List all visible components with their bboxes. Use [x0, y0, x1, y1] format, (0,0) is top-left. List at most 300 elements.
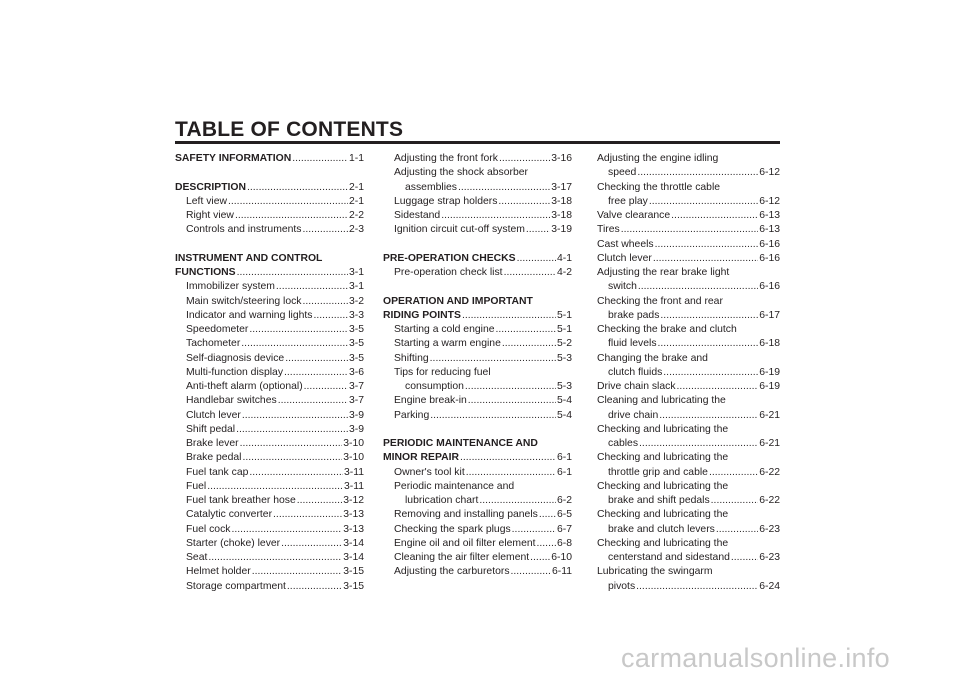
toc-entry-title: centerstand and sidestand	[608, 552, 730, 563]
toc-entry-text: Lubricating the swingarm	[597, 566, 713, 578]
toc-entry-text: Checking and lubricating the	[597, 423, 729, 435]
toc-entry[interactable]	[383, 337, 572, 351]
toc-entry[interactable]	[175, 323, 364, 337]
toc-entry[interactable]	[175, 380, 364, 394]
toc-entry[interactable]	[175, 451, 364, 465]
toc-page-number: 6-7	[556, 523, 572, 535]
toc-entry[interactable]	[383, 380, 572, 394]
toc-page-number: 2-2	[348, 210, 364, 221]
dot-leader	[653, 252, 758, 266]
page-title: TABLE OF CONTENTS	[175, 118, 404, 141]
toc-page-number: 5-4	[556, 395, 572, 407]
dot-leader	[671, 209, 758, 223]
toc-page-number: 5-1	[556, 309, 572, 321]
toc-entry-title: lubrication chart	[405, 495, 479, 506]
toc-entry-text: Periodic maintenance and	[394, 480, 515, 492]
toc-entry-title: Storage compartment	[186, 580, 286, 592]
dot-leader	[273, 508, 342, 522]
dot-leader	[430, 409, 556, 423]
toc-page-number: 6-1	[556, 452, 572, 464]
toc-page-number: 3-11	[343, 466, 364, 478]
toc-page-number: 6-21	[759, 409, 780, 421]
dot-leader	[458, 181, 550, 195]
dot-leader	[677, 380, 759, 394]
toc-entry-title: Luggage strap holders	[394, 195, 498, 207]
toc-page-number: 3-15	[343, 566, 364, 578]
toc-entry[interactable]	[597, 380, 780, 394]
toc-page-number: 6-2	[556, 495, 572, 506]
toc-entry-title: Clutch lever	[186, 409, 241, 421]
toc-entry[interactable]	[175, 423, 364, 437]
dot-leader	[285, 352, 348, 366]
toc-entry-title: Controls and instruments	[186, 224, 302, 236]
toc-section-entry[interactable]	[383, 309, 572, 323]
toc-entry[interactable]	[597, 209, 780, 223]
toc-page-number: 3-5	[348, 352, 364, 364]
dot-leader	[711, 494, 759, 508]
dot-leader	[314, 309, 348, 323]
dot-leader	[511, 565, 551, 579]
dot-leader	[249, 466, 343, 480]
toc-entry[interactable]	[597, 437, 780, 451]
toc-page-number: 3-14	[343, 537, 364, 549]
dot-leader	[655, 238, 759, 252]
toc-page-number: 3-10	[343, 452, 364, 464]
toc-page-number: 6-5	[556, 509, 572, 521]
toc-entry-title: Parking	[394, 409, 430, 421]
toc-entry-title: Fuel tank cap	[186, 466, 249, 478]
toc-spacer	[175, 238, 364, 252]
toc-page-number: 6-16	[759, 238, 780, 250]
toc-page-number: 3-5	[348, 324, 364, 335]
toc-section-heading: OPERATION AND IMPORTANT	[383, 295, 533, 307]
dot-leader	[247, 181, 348, 195]
dot-leader	[303, 295, 348, 309]
toc-entry-title: Adjusting the front fork	[394, 153, 498, 164]
toc-page-number: 6-24	[759, 580, 780, 592]
dot-leader	[663, 366, 758, 380]
toc-entry[interactable]	[175, 366, 364, 380]
dot-leader	[207, 480, 343, 494]
toc-entry-title: Starting a cold engine	[394, 324, 495, 335]
toc-entry[interactable]	[175, 209, 364, 223]
toc-entry-title: Adjusting the carburetors	[394, 566, 510, 578]
toc-page-number: 3-6	[348, 366, 364, 378]
dot-leader	[496, 323, 556, 337]
toc-entry[interactable]	[175, 352, 364, 366]
toc-entry[interactable]	[383, 152, 572, 166]
toc-page-number: 3-5	[348, 338, 364, 350]
toc-page-number: 6-10	[551, 552, 572, 563]
toc-entry-title: speed	[608, 167, 637, 179]
toc-entry-title: fluid levels	[608, 338, 657, 350]
toc-entry-text: Checking and lubricating the	[597, 452, 729, 464]
toc-entry-title: throttle grip and cable	[608, 466, 708, 478]
toc-entry[interactable]	[175, 280, 364, 294]
toc-entry[interactable]	[175, 508, 364, 522]
toc-page-number: 6-23	[759, 552, 780, 563]
dot-leader	[468, 394, 556, 408]
toc-entry[interactable]	[597, 238, 780, 252]
toc-entry-title: Multi-function display	[186, 366, 284, 378]
toc-page-number: 6-8	[556, 537, 572, 549]
toc-entry-title: Brake lever	[186, 438, 239, 449]
dot-leader	[517, 252, 556, 266]
toc-entry[interactable]	[383, 266, 572, 280]
toc-section-entry[interactable]	[175, 181, 364, 195]
toc-entry[interactable]	[383, 537, 572, 551]
toc-entry-text: Checking the front and rear	[597, 295, 723, 307]
toc-page-number: 3-13	[343, 509, 364, 521]
dot-leader	[241, 337, 348, 351]
watermark-text: carmanualsonline.info	[621, 643, 890, 673]
toc-page-number: 3-1	[348, 267, 364, 278]
dot-leader	[621, 223, 758, 237]
toc-entry-title: brake and shift pedals	[608, 495, 710, 506]
toc-page-number: 3-7	[348, 381, 364, 392]
dot-leader	[537, 537, 556, 551]
toc-page-number: 3-13	[343, 523, 364, 535]
toc-page-number: 6-19	[759, 366, 780, 378]
toc-entry[interactable]	[383, 352, 572, 366]
toc-entry[interactable]	[383, 409, 572, 423]
toc-entry-title: clutch fluids	[608, 366, 663, 378]
toc-entry-title: Main switch/steering lock	[186, 295, 302, 307]
toc-entry-title: Brake pedal	[186, 452, 242, 464]
toc-page-number: 3-9	[348, 423, 364, 435]
toc-entry-title: Self-diagnosis device	[186, 352, 285, 364]
dot-leader	[539, 508, 556, 522]
toc-entry[interactable]	[597, 494, 780, 508]
toc-entry[interactable]	[175, 565, 364, 579]
toc-entry-title: Anti-theft alarm (optional)	[186, 381, 303, 392]
toc-page-number: 6-12	[759, 167, 780, 179]
toc-entry[interactable]	[597, 409, 780, 423]
toc-spacer	[175, 166, 364, 180]
toc-entry-title: PRE-OPERATION CHECKS	[383, 252, 516, 264]
toc-entry[interactable]	[597, 466, 780, 480]
toc-section-entry[interactable]	[175, 266, 364, 280]
toc-entry-title: Fuel tank breather hose	[186, 495, 296, 506]
toc-entry[interactable]	[597, 551, 780, 565]
toc-entry[interactable]	[175, 195, 364, 209]
toc-entry[interactable]	[383, 466, 572, 480]
toc-entry-title: Starting a warm engine	[394, 338, 501, 350]
dot-leader	[242, 451, 342, 465]
toc-page-number: 3-12	[343, 495, 364, 506]
dot-leader	[502, 337, 556, 351]
toc-page-number: 2-1	[348, 181, 364, 193]
toc-column-3	[597, 152, 780, 594]
toc-entry-title: Right view	[186, 210, 234, 221]
toc-entry-title: drive chain	[608, 409, 659, 421]
toc-entry[interactable]	[175, 523, 364, 537]
dot-leader	[731, 551, 758, 565]
toc-entry[interactable]	[383, 523, 572, 537]
toc-entry-title: DESCRIPTION	[175, 181, 247, 193]
toc-entry-title: consumption	[405, 381, 464, 392]
toc-entry-title: Engine break-in	[394, 395, 467, 407]
dot-leader	[530, 551, 550, 565]
toc-section-heading: PERIODIC MAINTENANCE AND	[383, 438, 538, 449]
toc-entry-title: switch	[608, 281, 637, 293]
toc-entry[interactable]	[597, 366, 780, 380]
toc-entry[interactable]	[175, 480, 364, 494]
toc-entry[interactable]	[175, 295, 364, 309]
toc-entry-title: pivots	[608, 580, 636, 592]
toc-entry[interactable]	[597, 223, 780, 237]
dot-leader	[208, 551, 342, 565]
toc-entry-title: Fuel	[186, 480, 207, 492]
toc-page-number: 6-12	[759, 195, 780, 207]
dot-leader	[479, 494, 556, 508]
toc-page-number: 6-17	[759, 309, 780, 321]
toc-page-number: 5-4	[556, 409, 572, 421]
toc-entry-title: Engine oil and oil filter element	[394, 537, 536, 549]
dot-leader	[252, 565, 343, 579]
toc-page-number: 6-16	[759, 252, 780, 264]
dot-leader	[639, 437, 758, 451]
dot-leader	[235, 209, 348, 223]
toc-section-entry[interactable]	[175, 152, 364, 166]
toc-entry[interactable]	[597, 580, 780, 594]
dot-leader	[228, 195, 348, 209]
toc-entry-text: Adjusting the shock absorber	[394, 167, 529, 179]
toc-page-number: 3-10	[343, 438, 364, 449]
toc-page-number: 6-1	[556, 466, 572, 478]
toc-entry[interactable]	[175, 466, 364, 480]
toc-page-number: 6-22	[759, 466, 780, 478]
toc-entry-title: Cleaning the air filter element	[394, 552, 530, 563]
dot-leader	[276, 280, 348, 294]
toc-entry[interactable]	[383, 551, 572, 565]
toc-spacer	[383, 423, 572, 437]
dot-leader	[499, 152, 550, 166]
toc-entry[interactable]	[383, 494, 572, 508]
dot-leader	[281, 537, 342, 551]
dot-leader	[659, 409, 758, 423]
toc-page-number: 5-2	[556, 338, 572, 350]
toc-page-number: 5-1	[556, 324, 572, 335]
dot-leader	[709, 466, 758, 480]
toc-entry[interactable]	[383, 181, 572, 195]
toc-entry-title: MINOR REPAIR	[383, 452, 460, 464]
toc-entry[interactable]	[383, 223, 572, 237]
toc-entry-title: Owner's tool kit	[394, 466, 465, 478]
dot-leader	[462, 309, 556, 323]
toc-page-number: 3-14	[343, 552, 364, 563]
dot-leader	[236, 423, 348, 437]
toc-entry-title: SAFETY INFORMATION	[175, 153, 292, 164]
toc-page-number: 4-2	[556, 267, 572, 278]
toc-entry-title: Shifting	[394, 352, 429, 364]
toc-page-number: 3-3	[348, 309, 364, 321]
dot-leader	[636, 580, 758, 594]
toc-page-number: 3-18	[551, 195, 572, 207]
dot-leader	[638, 280, 758, 294]
dot-leader	[231, 523, 342, 537]
dot-leader	[287, 580, 342, 594]
toc-entry-title: brake and clutch levers	[608, 523, 715, 535]
toc-entry-title: Indicator and warning lights	[186, 309, 313, 321]
toc-entry[interactable]	[383, 195, 572, 209]
dot-leader	[249, 323, 348, 337]
toc-entry[interactable]	[175, 437, 364, 451]
toc-entry-text: Tips for reducing fuel	[394, 366, 491, 378]
toc-entry-title: Clutch lever	[597, 252, 652, 264]
dot-leader	[526, 223, 550, 237]
toc-entry[interactable]	[597, 195, 780, 209]
toc-entry-title: Removing and installing panels	[394, 509, 538, 521]
toc-entry-title: Sidestand	[394, 210, 441, 221]
toc-entry-title: Seat	[186, 552, 208, 563]
toc-page-number: 6-13	[759, 210, 780, 221]
title-rule	[175, 141, 780, 144]
toc-page-number: 6-16	[759, 281, 780, 293]
dot-leader	[240, 437, 343, 451]
toc-entry-title: Drive chain slack	[597, 381, 676, 392]
toc-entry-text: Checking the throttle cable	[597, 181, 721, 193]
toc-page-number: 6-19	[759, 381, 780, 392]
dot-leader	[278, 394, 348, 408]
toc-page-number: 6-18	[759, 338, 780, 350]
toc-entry[interactable]	[597, 309, 780, 323]
toc-page-number: 2-1	[348, 195, 364, 207]
toc-entry-title: free play	[608, 195, 648, 207]
dot-leader	[430, 352, 556, 366]
toc-entry-text: Changing the brake and	[597, 352, 708, 364]
dot-leader	[303, 223, 348, 237]
toc-section-entry[interactable]	[383, 451, 572, 465]
dot-leader	[498, 195, 550, 209]
toc-entry[interactable]	[597, 337, 780, 351]
toc-entry-title: Left view	[186, 195, 228, 207]
toc-page-number: 4-1	[556, 252, 572, 264]
toc-section-heading: INSTRUMENT AND CONTROL	[175, 252, 323, 264]
dot-leader	[649, 195, 758, 209]
toc-column-2	[383, 152, 572, 580]
toc-entry-text: Checking and lubricating the	[597, 537, 729, 549]
toc-entry[interactable]	[597, 523, 780, 537]
toc-spacer	[383, 280, 572, 294]
dot-leader	[466, 466, 556, 480]
toc-entry-title: Shift pedal	[186, 423, 236, 435]
toc-entry-title: FUNCTIONS	[175, 267, 236, 278]
toc-entry[interactable]	[175, 394, 364, 408]
toc-entry-title: Helmet holder	[186, 566, 251, 578]
toc-entry-title: Cast wheels	[597, 238, 654, 250]
toc-entry[interactable]	[175, 337, 364, 351]
toc-entry-title: Immobilizer system	[186, 281, 275, 293]
toc-entry[interactable]	[175, 409, 364, 423]
toc-entry[interactable]	[597, 252, 780, 266]
toc-entry[interactable]	[175, 494, 364, 508]
toc-page-number: 5-3	[556, 352, 572, 364]
dot-leader	[716, 523, 758, 537]
dot-leader	[637, 166, 758, 180]
toc-page-number: 3-1	[348, 281, 364, 293]
dot-leader	[460, 451, 556, 465]
toc-page-number: 1-1	[348, 153, 364, 164]
toc-entry[interactable]	[383, 508, 572, 522]
toc-page-number: 3-19	[551, 224, 572, 236]
toc-entry[interactable]	[383, 394, 572, 408]
toc-entry[interactable]	[175, 551, 364, 565]
toc-page-number: 6-21	[759, 438, 780, 449]
dot-leader	[242, 409, 348, 423]
toc-column-1	[175, 152, 364, 594]
toc-entry-title: Starter (choke) lever	[186, 537, 281, 549]
dot-leader	[304, 380, 348, 394]
toc-page-number: 3-7	[348, 395, 364, 407]
toc-entry-text: Checking the brake and clutch	[597, 324, 737, 335]
toc-entry-title: Checking the spark plugs	[394, 523, 511, 535]
toc-page-number: 2-3	[348, 224, 364, 236]
toc-spacer	[383, 238, 572, 252]
dot-leader	[441, 209, 550, 223]
dot-leader	[504, 266, 556, 280]
toc-entry-title: Ignition circuit cut-off system	[394, 224, 525, 236]
toc-entry-title: cables	[608, 438, 639, 449]
dot-leader	[297, 494, 342, 508]
toc-entry-title: Fuel cock	[186, 523, 231, 535]
toc-entry[interactable]	[175, 580, 364, 594]
toc-page-number: 3-18	[551, 210, 572, 221]
toc-entry[interactable]	[383, 323, 572, 337]
toc-entry-text: Adjusting the engine idling	[597, 153, 719, 164]
dot-leader	[284, 366, 348, 380]
toc-entry[interactable]	[175, 537, 364, 551]
toc-page-number: 6-23	[759, 523, 780, 535]
dot-leader	[465, 380, 556, 394]
toc-entry-title: Valve clearance	[597, 210, 671, 221]
toc-entry[interactable]	[383, 565, 572, 579]
toc-entry-title: RIDING POINTS	[383, 309, 461, 321]
toc-entry[interactable]	[383, 209, 572, 223]
toc-page-number: 6-22	[759, 495, 780, 506]
dot-leader	[237, 266, 348, 280]
toc-page-number: 3-17	[551, 181, 572, 193]
toc-entry[interactable]	[175, 223, 364, 237]
toc-page-number: 3-15	[343, 580, 364, 592]
toc-page-number: 3-11	[343, 480, 364, 492]
toc-entry-title: Speedometer	[186, 324, 249, 335]
dot-leader	[658, 337, 759, 351]
toc-entry[interactable]	[597, 166, 780, 180]
toc-section-entry[interactable]	[383, 252, 572, 266]
toc-entry[interactable]	[597, 280, 780, 294]
toc-page-number: 6-13	[759, 224, 780, 236]
toc-entry[interactable]	[175, 309, 364, 323]
toc-entry-title: Pre-operation check list	[394, 267, 503, 278]
dot-leader	[292, 152, 348, 166]
toc-entry-title: Handlebar switches	[186, 395, 277, 407]
dot-leader	[660, 309, 758, 323]
toc-entry-title: Tachometer	[186, 338, 241, 350]
toc-entry-text: Checking and lubricating the	[597, 480, 729, 492]
toc-entry-title: assemblies	[405, 181, 457, 193]
toc-entry-title: Catalytic converter	[186, 509, 273, 521]
toc-entry-text: Adjusting the rear brake light	[597, 267, 730, 278]
toc-page-number: 3-2	[348, 295, 364, 307]
toc-page-number: 3-16	[551, 153, 572, 164]
toc-page-number: 5-3	[556, 381, 572, 392]
toc-page-number: 6-11	[551, 566, 572, 578]
toc-entry-title: Tires	[597, 224, 620, 236]
toc-entry-title: brake pads	[608, 309, 660, 321]
toc-page-number: 3-9	[348, 409, 364, 421]
toc-entry-text: Cleaning and lubricating the	[597, 395, 726, 407]
